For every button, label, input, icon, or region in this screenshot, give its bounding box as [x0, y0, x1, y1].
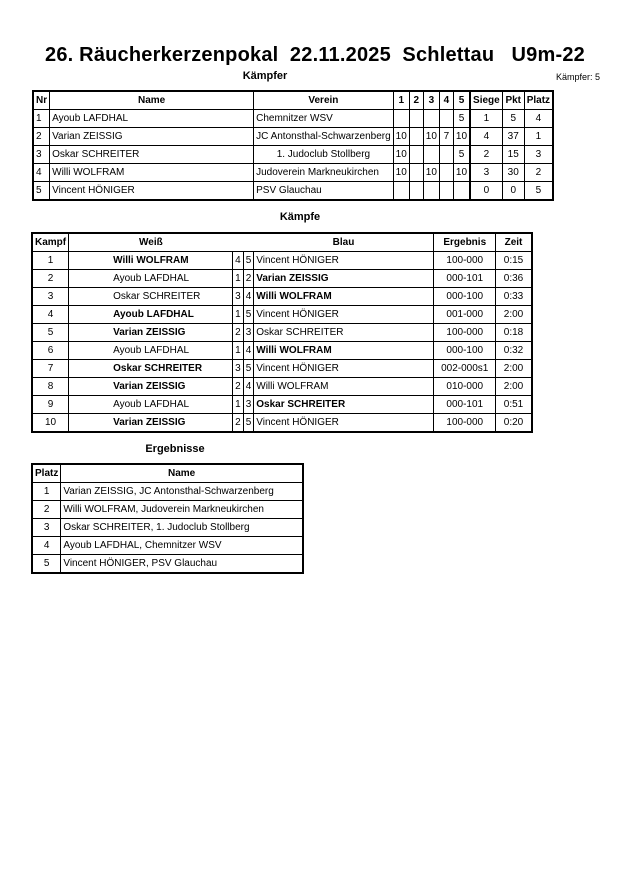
match-result: 000-101	[434, 396, 496, 414]
result-rank: 2	[32, 501, 61, 519]
fighters-header-row	[33, 91, 553, 110]
fighter-score-4: 7	[439, 128, 453, 146]
match-row	[32, 396, 532, 414]
fighter-score-4	[439, 182, 453, 201]
white-fighter-nr: 1	[233, 270, 244, 288]
matches-table	[31, 232, 533, 433]
results-heading: Ergebnisse	[145, 443, 205, 455]
match-row	[32, 360, 532, 378]
column-header-4: 4	[439, 91, 453, 110]
match-number: 4	[32, 306, 69, 324]
white-fighter: Oskar SCHREITER	[69, 288, 233, 306]
match-result: 010-000	[434, 378, 496, 396]
fighter-points: 37	[502, 128, 524, 146]
fighter-count: Kämpfer: 5	[555, 72, 600, 82]
result-rank: 3	[32, 519, 61, 537]
fighter-wins: 0	[470, 182, 502, 201]
blue-fighter: Willi WOLFRAM	[254, 378, 434, 396]
match-result: 000-100	[434, 288, 496, 306]
fighter-points: 15	[502, 146, 524, 164]
match-time: 0:51	[496, 396, 532, 414]
match-row	[32, 306, 532, 324]
fighter-score-2	[409, 146, 423, 164]
match-time: 0:20	[496, 414, 532, 433]
fighter-score-5: 5	[453, 110, 470, 128]
page-title: 26. Räucherkerzenpokal 22.11.2025 Schlettau U9m-22	[45, 44, 585, 66]
blue-fighter: Varian ZEISSIG	[254, 270, 434, 288]
match-result: 000-100	[434, 342, 496, 360]
match-row	[32, 414, 532, 433]
result-row	[32, 537, 303, 555]
white-fighter: Ayoub LAFDHAL	[69, 396, 233, 414]
fighter-nr: 1	[33, 110, 50, 128]
fighter-row	[33, 182, 553, 201]
match-number: 9	[32, 396, 69, 414]
fighter-name: Vincent HÖNIGER	[50, 182, 254, 201]
fighter-name: Willi WOLFRAM	[50, 164, 254, 182]
fighter-score-5: 10	[453, 164, 470, 182]
result-name: Vincent HÖNIGER, PSV Glauchau	[61, 555, 303, 574]
fighter-score-1	[393, 182, 409, 201]
column-header-pkt: Pkt	[502, 91, 524, 110]
result-name: Ayoub LAFDHAL, Chemnitzer WSV	[61, 537, 303, 555]
result-rank: 4	[32, 537, 61, 555]
match-result: 100-000	[434, 414, 496, 433]
fighter-score-5: 10	[453, 128, 470, 146]
fighter-row	[33, 146, 553, 164]
fighter-score-3: 10	[423, 128, 439, 146]
white-fighter: Varian ZEISSIG	[69, 378, 233, 396]
matches-heading: Kämpfe	[279, 211, 321, 223]
fighter-nr: 3	[33, 146, 50, 164]
white-fighter: Ayoub LAFDHAL	[69, 342, 233, 360]
blue-fighter-nr: 5	[243, 252, 254, 270]
result-row	[32, 483, 303, 501]
fighter-row	[33, 128, 553, 146]
blue-fighter-nr: 5	[243, 360, 254, 378]
fighters-heading: Kämpfer	[242, 70, 288, 82]
column-header-ergebnis: Ergebnis	[434, 233, 496, 252]
fighter-club: Judoverein Markneukirchen	[254, 164, 394, 182]
result-row	[32, 519, 303, 537]
fighter-club: 1. Judoclub Stollberg	[254, 146, 394, 164]
column-header-3: 3	[423, 91, 439, 110]
fighter-name: Varian ZEISSIG	[50, 128, 254, 146]
blue-fighter-nr: 4	[243, 342, 254, 360]
results-header-row	[32, 464, 303, 483]
white-fighter: Varian ZEISSIG	[69, 324, 233, 342]
fighter-points: 0	[502, 182, 524, 201]
blue-fighter-nr: 3	[243, 396, 254, 414]
white-fighter: Ayoub LAFDHAL	[69, 270, 233, 288]
blue-fighter: Oskar SCHREITER	[254, 396, 434, 414]
fighter-club: JC Antonsthal-Schwarzenberg	[254, 128, 394, 146]
match-row	[32, 324, 532, 342]
match-number: 10	[32, 414, 69, 433]
match-number: 7	[32, 360, 69, 378]
column-header-platz: Platz	[32, 464, 61, 483]
fighter-score-4	[439, 164, 453, 182]
matches-header-row	[32, 233, 532, 252]
white-fighter-nr: 2	[233, 324, 244, 342]
match-row	[32, 252, 532, 270]
match-time: 2:00	[496, 306, 532, 324]
match-result: 000-101	[434, 270, 496, 288]
fighter-score-2	[409, 110, 423, 128]
column-header-name: Name	[61, 464, 303, 483]
blue-fighter: Willi WOLFRAM	[254, 342, 434, 360]
white-fighter-nr: 3	[233, 288, 244, 306]
blue-fighter: Vincent HÖNIGER	[254, 252, 434, 270]
match-result: 100-000	[434, 252, 496, 270]
match-row	[32, 378, 532, 396]
fighter-rank: 4	[524, 110, 553, 128]
fighter-score-3: 10	[423, 164, 439, 182]
fighter-wins: 4	[470, 128, 502, 146]
fighter-club: PSV Glauchau	[254, 182, 394, 201]
blue-fighter: Vincent HÖNIGER	[254, 306, 434, 324]
fighter-row	[33, 110, 553, 128]
blue-fighter-nr: 4	[243, 378, 254, 396]
match-number: 1	[32, 252, 69, 270]
white-fighter-nr: 1	[233, 396, 244, 414]
fighter-score-3	[423, 146, 439, 164]
match-number: 3	[32, 288, 69, 306]
column-header-blau: Blau	[254, 233, 434, 252]
results-table	[31, 463, 304, 574]
white-fighter-nr: 4	[233, 252, 244, 270]
match-time: 0:36	[496, 270, 532, 288]
match-row	[32, 270, 532, 288]
white-fighter-nr: 2	[233, 378, 244, 396]
white-fighter-nr: 3	[233, 360, 244, 378]
fighter-name: Ayoub LAFDHAL	[50, 110, 254, 128]
fighter-nr: 5	[33, 182, 50, 201]
fighter-nr: 4	[33, 164, 50, 182]
white-fighter: Ayoub LAFDHAL	[69, 306, 233, 324]
match-result: 001-000	[434, 306, 496, 324]
match-time: 2:00	[496, 378, 532, 396]
result-row	[32, 555, 303, 574]
fighter-row	[33, 164, 553, 182]
match-number: 6	[32, 342, 69, 360]
fighter-wins: 2	[470, 146, 502, 164]
white-fighter: Willi WOLFRAM	[69, 252, 233, 270]
match-time: 0:15	[496, 252, 532, 270]
result-name: Oskar SCHREITER, 1. Judoclub Stollberg	[61, 519, 303, 537]
fighter-wins: 1	[470, 110, 502, 128]
fighter-rank: 2	[524, 164, 553, 182]
fighter-score-2	[409, 182, 423, 201]
fighter-score-1: 10	[393, 164, 409, 182]
fighter-rank: 1	[524, 128, 553, 146]
result-row	[32, 501, 303, 519]
result-name: Varian ZEISSIG, JC Antonsthal-Schwarzenberg	[61, 483, 303, 501]
column-header-zeit: Zeit	[496, 233, 532, 252]
match-time: 0:32	[496, 342, 532, 360]
blue-fighter-nr: 5	[243, 306, 254, 324]
column-header-5: 5	[453, 91, 470, 110]
fighter-score-5: 5	[453, 146, 470, 164]
fighter-points: 5	[502, 110, 524, 128]
blue-fighter: Oskar SCHREITER	[254, 324, 434, 342]
column-header-nr: Nr	[33, 91, 50, 110]
fighter-score-1	[393, 110, 409, 128]
match-result: 002-000s1	[434, 360, 496, 378]
fighter-score-3	[423, 182, 439, 201]
match-number: 5	[32, 324, 69, 342]
column-header-verein: Verein	[254, 91, 394, 110]
column-header-1: 1	[393, 91, 409, 110]
match-row	[32, 342, 532, 360]
fighter-score-1: 10	[393, 128, 409, 146]
blue-fighter-nr: 4	[243, 288, 254, 306]
fighter-score-4	[439, 146, 453, 164]
white-fighter: Varian ZEISSIG	[69, 414, 233, 433]
blue-fighter: Willi WOLFRAM	[254, 288, 434, 306]
fighter-club: Chemnitzer WSV	[254, 110, 394, 128]
white-fighter-nr: 1	[233, 342, 244, 360]
column-header-kampf: Kampf	[32, 233, 69, 252]
white-fighter-nr: 1	[233, 306, 244, 324]
match-time: 2:00	[496, 360, 532, 378]
match-result: 100-000	[434, 324, 496, 342]
result-rank: 1	[32, 483, 61, 501]
fighter-points: 30	[502, 164, 524, 182]
fighter-score-1: 10	[393, 146, 409, 164]
column-header-2: 2	[409, 91, 423, 110]
column-header-name: Name	[50, 91, 254, 110]
fighter-score-3	[423, 110, 439, 128]
blue-fighter: Vincent HÖNIGER	[254, 414, 434, 433]
fighter-score-2	[409, 164, 423, 182]
fighter-rank: 3	[524, 146, 553, 164]
blue-fighter-nr: 3	[243, 324, 254, 342]
fighter-rank: 5	[524, 182, 553, 201]
white-fighter: Oskar SCHREITER	[69, 360, 233, 378]
column-header-siege: Siege	[470, 91, 502, 110]
fighters-table	[32, 90, 554, 201]
match-row	[32, 288, 532, 306]
match-time: 0:18	[496, 324, 532, 342]
fighter-name: Oskar SCHREITER	[50, 146, 254, 164]
blue-fighter-nr: 5	[243, 414, 254, 433]
match-number: 2	[32, 270, 69, 288]
result-name: Willi WOLFRAM, Judoverein Markneukirchen	[61, 501, 303, 519]
blue-fighter: Vincent HÖNIGER	[254, 360, 434, 378]
blue-fighter-nr: 2	[243, 270, 254, 288]
result-rank: 5	[32, 555, 61, 574]
match-number: 8	[32, 378, 69, 396]
fighter-score-5	[453, 182, 470, 201]
fighter-wins: 3	[470, 164, 502, 182]
column-header-weiss: Weiß	[69, 233, 233, 252]
column-header-platz: Platz	[524, 91, 553, 110]
fighter-score-4	[439, 110, 453, 128]
fighter-nr: 2	[33, 128, 50, 146]
white-fighter-nr: 2	[233, 414, 244, 433]
fighter-score-2	[409, 128, 423, 146]
match-time: 0:33	[496, 288, 532, 306]
